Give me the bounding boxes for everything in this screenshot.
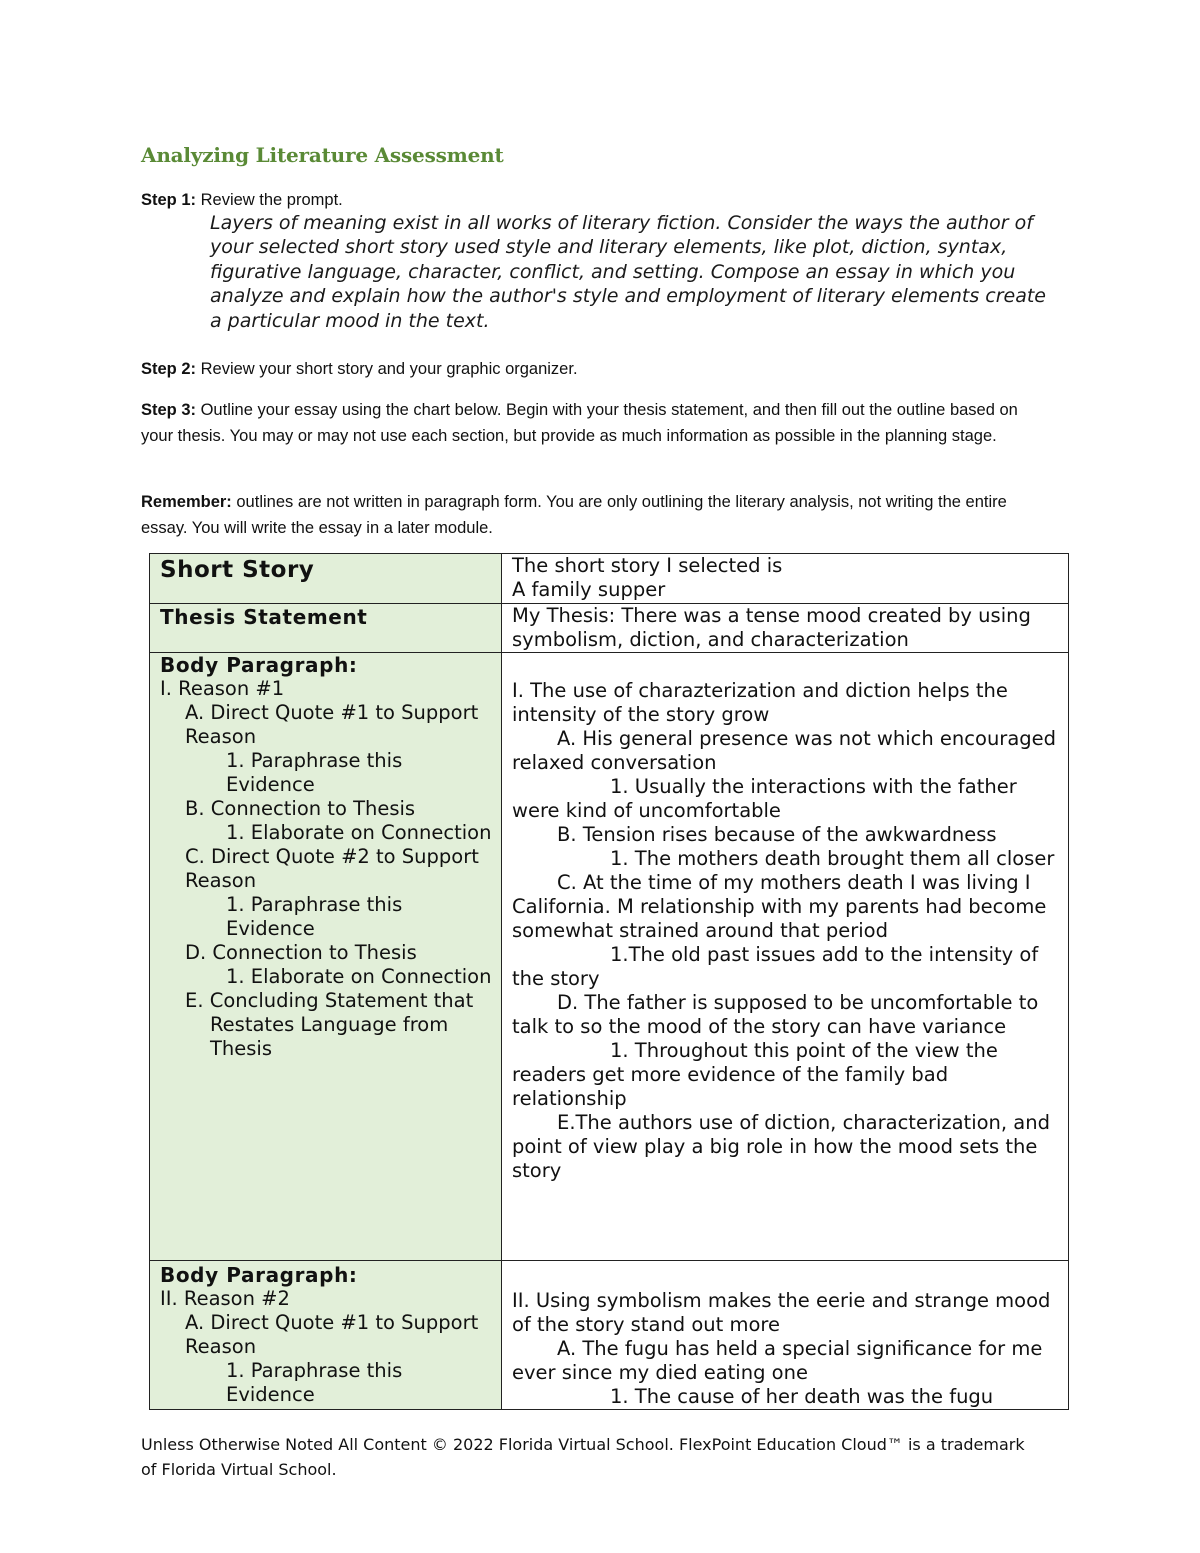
short-story-label-cell bbox=[150, 554, 502, 604]
page-title: Analyzing Literature Assessment bbox=[141, 143, 504, 167]
body-2-paraphrase-1: 1. Paraphrase this Evidence bbox=[226, 1359, 403, 1406]
table-row-thesis bbox=[150, 604, 1069, 653]
step-2-label: Step 2: bbox=[141, 360, 197, 378]
body-1-restates: Restates Language from Thesis bbox=[210, 1013, 449, 1060]
body-1-elaborate-1: 1. Elaborate on Connection bbox=[226, 821, 492, 844]
thesis-label-cell bbox=[150, 604, 502, 653]
short-story-line-1: The short story I selected is bbox=[512, 554, 783, 577]
thesis-label: Thesis Statement bbox=[160, 605, 368, 629]
short-story-title: A family supper bbox=[512, 578, 666, 601]
body-1-answer-a1: 1. Usually the interactions with the father were kind of uncomfortable bbox=[512, 775, 1017, 822]
body-1-quote-1: A. Direct Quote #1 to Support Reason bbox=[185, 701, 479, 748]
thesis-value-cell[interactable] bbox=[502, 604, 1069, 653]
step-3-label: Step 3: bbox=[141, 401, 197, 419]
body-1-value-cell[interactable] bbox=[502, 653, 1069, 1261]
table-row-body-2 bbox=[150, 1261, 1069, 1410]
body-1-answer-c: C. At the time of my mothers death I was living I California. M relationship with my parents had become somewhat strained around that period bbox=[512, 871, 1047, 942]
remember-label: Remember: bbox=[141, 493, 232, 511]
step-1-text: Review the prompt. bbox=[196, 191, 343, 209]
remember-text: outlines are not written in paragraph form. You are only outlining the literary analysis, not writing the entire essay. You will write the essay in a later module. bbox=[141, 493, 1007, 537]
step-1-label: Step 1: bbox=[141, 191, 197, 209]
copyright-footer: Unless Otherwise Noted All Content © 2022 Florida Virtual School. FlexPoint Education Cloud™ is a trademark of Florida Virtual School. bbox=[141, 1435, 1025, 1479]
body-1-answer-a: A. His general presence was not which encouraged relaxed conversation bbox=[512, 727, 1057, 774]
table-row-short-story bbox=[150, 554, 1069, 604]
body-1-concluding: E. Concluding Statement that bbox=[185, 989, 474, 1012]
body-1-answer-b: B. Tension rises because of the awkwardness bbox=[557, 823, 997, 846]
outline-table bbox=[149, 553, 1069, 1410]
step-3 bbox=[141, 397, 1021, 449]
body-1-answer-e: E.The authors use of diction, characterization, and point of view play a big role in how the mood sets the story bbox=[512, 1111, 1050, 1182]
body-2-answer-reason: II. Using symbolism makes the eerie and strange mood of the story stand out more bbox=[512, 1289, 1051, 1336]
step-2 bbox=[141, 356, 1021, 382]
step-2-text: Review your short story and your graphic organizer. bbox=[196, 360, 578, 378]
body-2-quote-1: A. Direct Quote #1 to Support Reason bbox=[185, 1311, 479, 1358]
body-1-paraphrase-2: 1. Paraphrase this Evidence bbox=[226, 893, 403, 940]
short-story-label: Short Story bbox=[160, 557, 315, 583]
body-1-answer-b1: 1. The mothers death brought them all closer bbox=[610, 847, 1055, 870]
body-1-connection-1: B. Connection to Thesis bbox=[185, 797, 416, 820]
body-2-answer-a1: 1. The cause of her death was the fugu bbox=[610, 1385, 994, 1408]
body-1-paraphrase-1: 1. Paraphrase this Evidence bbox=[226, 749, 403, 796]
body-2-label: Body Paragraph: bbox=[160, 1263, 358, 1287]
essay-prompt: Layers of meaning exist in all works of literary fiction. Consider the ways the author of your selected short story used style and literary elements, like plot, diction, syntax, figurative language, character, conflict, and setting. Compose an essay in which you analyze and explain how the author's style and employment of literary elements create a particular mood in the text. bbox=[210, 212, 1046, 332]
step-3-text: Outline your essay using the chart below. Begin with your thesis statement, and then fill out the outline based on your thesis. You may or may not use each section, but provide as much information as possible in the planning stage. bbox=[141, 401, 1018, 445]
body-1-connection-2: D. Connection to Thesis bbox=[185, 941, 417, 964]
body-1-label-cell bbox=[150, 653, 502, 1261]
body-1-answer-reason: I. The use of charazterization and diction helps the intensity of the story grow bbox=[512, 679, 1008, 726]
body-1-answer-c1: 1.The old past issues add to the intensity of the story bbox=[512, 943, 1039, 990]
short-story-value-cell[interactable] bbox=[502, 554, 1069, 604]
body-1-quote-2: C. Direct Quote #2 to Support Reason bbox=[185, 845, 479, 892]
body-1-label: Body Paragraph: bbox=[160, 653, 358, 677]
body-2-value-cell[interactable] bbox=[502, 1261, 1069, 1410]
body-1-answer-d: D. The father is supposed to be uncomfortable to talk to so the mood of the story can have variance bbox=[512, 991, 1039, 1038]
body-1-reason: I. Reason #1 bbox=[160, 677, 285, 700]
table-row-body-1 bbox=[150, 653, 1069, 1261]
thesis-text: My Thesis: There was a tense mood created by using symbolism, diction, and characterization bbox=[512, 604, 1031, 651]
step-1 bbox=[141, 187, 1021, 213]
body-2-reason: II. Reason #2 bbox=[160, 1287, 290, 1310]
remember-note bbox=[141, 489, 1021, 541]
body-1-answer-d1: 1. Throughout this point of the view the readers get more evidence of the family bad relationship bbox=[512, 1039, 998, 1110]
body-2-label-cell bbox=[150, 1261, 502, 1410]
body-2-answer-a: A. The fugu has held a special significance for me ever since my died eating one bbox=[512, 1337, 1043, 1384]
body-1-elaborate-2: 1. Elaborate on Connection bbox=[226, 965, 492, 988]
